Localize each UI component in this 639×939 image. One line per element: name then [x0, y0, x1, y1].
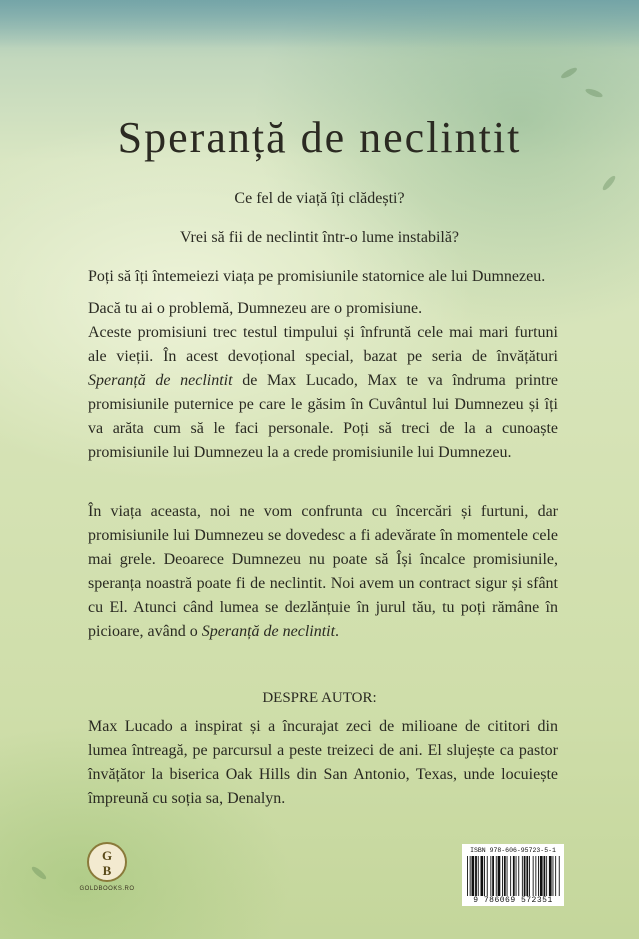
barcode-bar — [522, 856, 523, 896]
publisher-logo-b: B — [102, 863, 112, 878]
barcode-bar — [518, 856, 519, 896]
barcode-bar — [484, 856, 485, 896]
leaf-decoration — [585, 87, 604, 99]
barcode-bar — [496, 856, 497, 896]
barcode-bar — [490, 856, 491, 896]
barcode-bar — [487, 856, 488, 896]
barcode-bar — [533, 856, 534, 896]
barcode-bar — [475, 856, 477, 896]
barcode-bar — [492, 856, 494, 896]
publisher-logo — [87, 842, 127, 882]
lead-sentence: Poți să îți întemeiezi viața pe promisiunile statornice ale lui Dumnezeu. — [88, 268, 546, 285]
sky-background — [0, 0, 639, 48]
barcode-bar — [507, 856, 508, 896]
barcode-bar — [516, 856, 517, 896]
question-2: Vrei să fii de neclintit într-o lume instabilă? — [179, 229, 460, 246]
barcode-bar — [478, 856, 479, 896]
barcode-bars — [465, 856, 561, 896]
book-title: Speranță de neclintit — [117, 113, 522, 162]
paragraph-2-text-b: . — [335, 623, 340, 640]
barcode-bar — [498, 856, 501, 896]
about-author-text: Max Lucado a inspirat și a încurajat zeci de milioane de cititori din lumea întreagă, pe parcursul a peste treizeci de ani. El slujește ca pastor învățător la biserica Oak Hills din San Antonio, Texas, unde locuiește împreună cu soția sa, Denalyn. — [88, 718, 558, 807]
paragraph-2 — [88, 500, 558, 644]
publisher-name: GOLDBOOKS.RO — [79, 886, 135, 892]
paragraph-1-italic-title: Speranță de neclintit — [88, 372, 233, 389]
barcode-bar — [513, 856, 515, 896]
leaf-decoration — [560, 66, 579, 80]
barcode-bar — [470, 856, 471, 896]
barcode-bar — [529, 856, 530, 896]
barcode-bar — [526, 856, 528, 896]
isbn-label: ISBN 978-606-95723-5-1 — [470, 847, 556, 854]
barcode-bar — [559, 856, 560, 896]
paragraph-2-text-a: În viața aceasta, noi ne vom confrunta cu încercări și furtuni, dar promisiunile lui Dumnezeu se dovedesc a fi adevărate în momentele cele mai grele. Deoarece Dumnezeu nu poate să Își încalce promisiunile, speranța noastră poate fi de neclintit. Noi avem un contract sigur și sfânt cu El. Atunci când lumea se dezlănțuie în jurul tău, tu poți rămâne în picioare, având o — [88, 503, 558, 640]
leaf-decoration — [30, 865, 48, 881]
paragraph-1 — [88, 297, 558, 465]
barcode-bar — [544, 856, 546, 896]
publisher-logo-g: G — [101, 848, 113, 863]
barcode-bar — [553, 856, 554, 896]
barcode-bar — [546, 856, 547, 896]
paragraph-2-italic-title: Speranță de neclintit — [201, 623, 336, 640]
question-1: Ce fel de viață îți clădești? — [234, 190, 405, 207]
barcode-bar — [549, 856, 552, 896]
paragraph-1-text-a: Aceste promisiuni trec testul timpului și înfruntă cele mai mari furtuni ale vieții. În acest devoțional special, bazat pe seria de învățături — [88, 324, 558, 365]
barcode-bar — [540, 856, 543, 896]
about-author-heading: DESPRE AUTOR: — [262, 690, 377, 706]
barcode-bar — [467, 856, 468, 896]
barcode-bar — [502, 856, 503, 896]
barcode-bar — [481, 856, 484, 896]
barcode-bar — [504, 856, 506, 896]
barcode-bar — [538, 856, 539, 896]
barcode-bar — [535, 856, 536, 896]
barcode-bar — [472, 856, 475, 896]
barcode-bar — [555, 856, 556, 896]
paragraph-1-opening: Dacă tu ai o problemă, Dumnezeu are o promisiune. — [88, 300, 423, 317]
barcode-bar — [510, 856, 511, 896]
barcode-bar — [524, 856, 526, 896]
paragraph-1-text-b: de Max Lucado, Max te va îndruma printre promisiunile puternice pe care le găsim în Cuvântul lui Dumnezeu și îți va arăta cum să le faci personale. Poți să treci de la a cunoaște promisiunile lui Dumnezeu la a crede promisiunile lui Dumnezeu. — [88, 372, 558, 461]
isbn-barcode — [462, 844, 564, 906]
isbn-digits: 9 786069 572351 — [473, 896, 553, 905]
